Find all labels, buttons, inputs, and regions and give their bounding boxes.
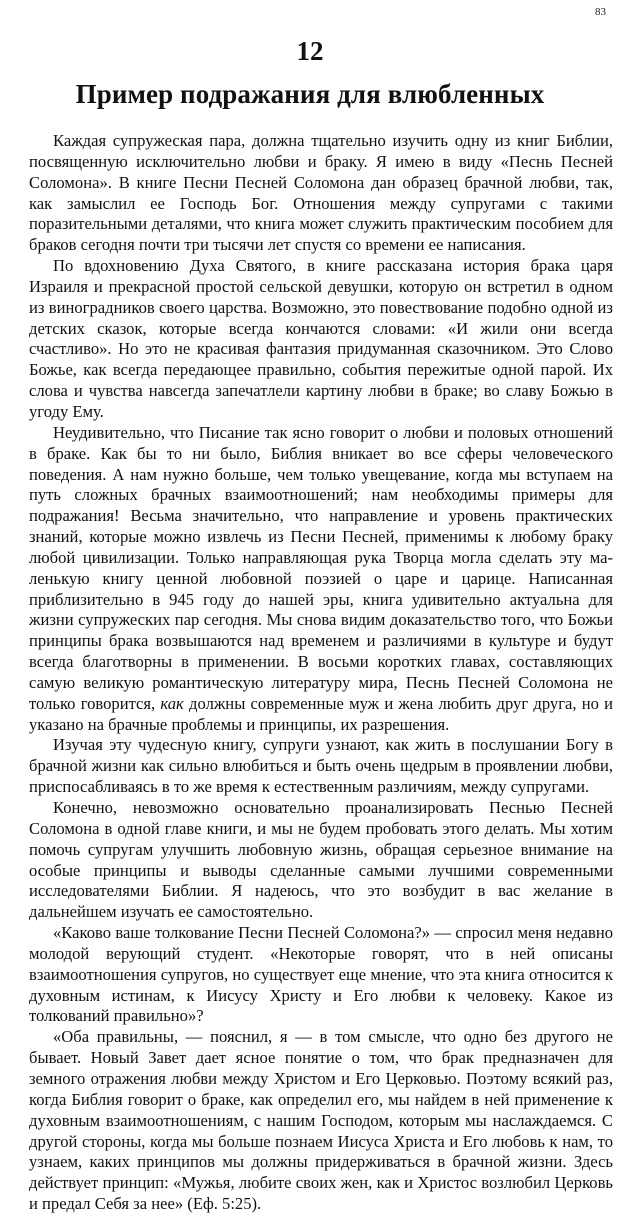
paragraph-5: Конечно, невозможно основательно проанализировать Песнью Песней Соломона в одной главе книги, и мы не будем пробовать этого делать. Мы хотим помочь супругам улучшить любовную жизнь, обращая серьезное внимание на особые принципы и выводы сделанные самыми лучшими современными исследователями Библии. Я надеюсь, что это возбудит в вас желание в дальнейшем изучать ее самостоятельно.	[29, 798, 613, 922]
paragraph-3-part-2: должны современные муж и жена любить друг друга, но и указано на брачные проблемы и принципы, их разрешения.	[29, 693, 614, 734]
page-number: 83	[595, 6, 606, 18]
paragraph-2: По вдохновению Духа Святого, в книге рассказана история брака царя Израиля и прекрасной простой сельской девушки, которую он встретил в одном из виноградников своего царства. Возможно, это повествование подобно одной из детских сказок, которые всегда кончаются словами: «И жили они всегда счастливо». Но это не красивая фантазия придуманная сказочником. Это Слово Божье, как всегда передающее правильно, события пережитые одной парой. Их слова и чувства навсегда запечатлели картину любви в браке; во славу Божью в угоду Ему.	[29, 256, 613, 421]
chapter-body	[29, 131, 613, 1215]
paragraph-4: Изучая эту чудесную книгу, супруги узнают, как жить в послушании Богу в брачной жизни как сильно влюбиться и быть очень щедрым в проявлении любви, приспосабливаясь в то же время к естественным различиям, между супругами.	[29, 735, 613, 797]
paragraph-3-italic: как	[160, 693, 184, 713]
paragraph-3	[29, 423, 613, 736]
paragraph-6: «Каково ваше толкование Песни Песней Соломона?» — спросил меня недавно молодой верующий студент. «Некоторые говорят, что в ней описаны взаимоотношения супругов, но существует еще мнение, что эта книга относится к духовным истинам, к Иисусу Христу и Его любви к человеку. Какое из толкований правильно»?	[29, 923, 613, 1026]
paragraph-3-part-1: Неудивительно, что Писание так ясно говорит о любви и половых отношений в браке. Как бы то ни было, Библия вникает во все сферы человеческого поведения. А нам нужно больше, чем только увещевание, когда мы вступаем на путь сложных брачных взаимоотношений; нам необходимы примеры для подражания! Весьма значительно, что направление и уровень практических знаний, которые можно извлечь из Песни Песней, применимы к любому браку любой цивилизации. Только направляющая рука Творца могла сделать эту маленькую книгу ценной любовной поэзией о царе и царице. Написанная приблизительно в 945 году до нашей эры, книга удивительно актуальна для жизни супружеских пар сегодня. Мы снова видим доказательство того, что Божьи принципы брака возвышаются над временем и различиями в культуре и будут всегда благотворны в применении. В восьми коротких главах, составляющих самую великую романтическую литературу мира, Песнь Песней Соломона не только говорится,	[29, 422, 613, 713]
paragraph-1: Каждая супружеская пара, должна тщательно изучить одну из книг Библии, посвященную исключительно любви и браку. Я имею в виду «Песнь Песней Соломона». В книге Песни Песней Соломона дан образец брачной любви, так, как замыслил ее Господь Бог. Отношения между супругами с такими поразительными деталями, что книга может служить практическим пособием для браков сегодня почти три тысячи лет спустя со времени ее написания.	[29, 131, 613, 255]
paragraph-7: «Оба правильны, — пояснил, я — в том смысле, что одно без другого не бывает. Новый Завет дает ясное понятие о том, что брак предназначен для земного отражения любви между Христом и Его Церковью. Поэтому всякий раз, когда Библия говорит о браке, как определил его, мы найдем в ней применение к духовным взаимоотношениям, с нашим Господом, которым мы наслаждаемся. С другой стороны, когда мы больше познаем Иисуса Христа и Его любовь к нам, то узнаем, каких принципов мы должны придерживаться в брачной жизни. Здесь действует принцип: «Мужья, любите своих жен, как и Христос возлюбил Церковь и предал Себя за нее» (Еф. 5:25).	[29, 1027, 613, 1214]
chapter-title: Пример подражания для влюбленных	[75, 79, 545, 109]
chapter-number: 12	[296, 36, 324, 66]
